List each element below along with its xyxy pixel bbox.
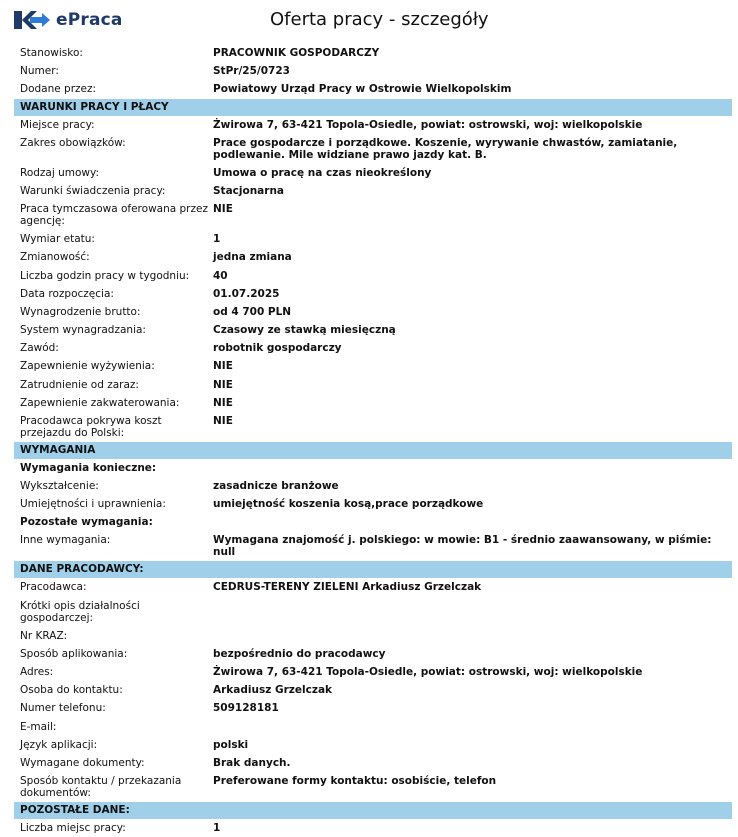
detail-row <box>14 248 732 266</box>
detail-row <box>14 718 732 736</box>
detail-value <box>213 627 732 633</box>
detail-value: NIE <box>213 415 233 427</box>
detail-value: Powiatowy Urząd Pracy w Ostrowie Wielkopolskim <box>213 83 512 96</box>
section-header-other: POZOSTAŁE DANE: <box>14 802 732 819</box>
detail-row <box>14 394 732 412</box>
detail-value: zasadnicze branżowe <box>213 480 339 492</box>
detail-value: 1 <box>213 233 221 246</box>
detail-row-position <box>14 44 732 62</box>
detail-value: Prace gospodarcze i porządkowe. Koszenie, wyrywanie chwastów, zamiatanie, podlewanie. Mile widziane prawo jazdy kat. B. <box>213 136 678 161</box>
detail-value: jedna zmiana <box>213 251 292 264</box>
detail-row <box>14 200 732 230</box>
detail-label: Inne wymagania: <box>20 534 111 547</box>
detail-label: Rodzaj umowy: <box>20 166 99 179</box>
detail-value: Brak danych. <box>213 756 291 769</box>
detail-value: od 4 700 PLN <box>213 305 292 318</box>
detail-label: Zmianowość: <box>20 251 90 264</box>
detail-label: Zatrudnienie od zaraz: <box>20 378 139 391</box>
detail-value: 01.07.2025 <box>213 287 280 300</box>
detail-row <box>14 645 732 663</box>
detail-label: Wykształcenie: <box>20 480 99 492</box>
page-title: Oferta pracy - szczegóły <box>270 9 489 30</box>
detail-row <box>14 267 732 285</box>
employer-list <box>14 578 732 802</box>
detail-row <box>14 754 732 772</box>
detail-value: 40 <box>213 269 228 282</box>
detail-value: Żwirowa 7, 63-421 Topola-Osiedle, powiat: ostrowski, woj: wielkopolskie <box>213 665 643 678</box>
detail-label: Sposób kontaktu / przekazania dokumentów: <box>20 775 182 800</box>
detail-row <box>14 303 732 321</box>
detail-label: Adres: <box>20 665 54 678</box>
detail-row <box>14 412 732 442</box>
detail-row <box>14 321 732 339</box>
detail-value: Arkadiusz Grzelczak <box>213 684 333 697</box>
top-details <box>14 44 732 99</box>
detail-value: NIE <box>213 203 233 216</box>
detail-value: umiejętność koszenia kosą,prace porządkowe <box>213 498 484 511</box>
offer-details <box>14 44 732 837</box>
detail-value: NIE <box>213 378 233 391</box>
other-requirements-list <box>14 531 732 561</box>
detail-label: Numer telefonu: <box>20 702 106 715</box>
detail-label: Liczba miejsc pracy: <box>20 822 126 835</box>
detail-label: Warunki świadczenia pracy: <box>20 184 166 197</box>
detail-row <box>14 182 732 200</box>
detail-label: Nr KRAZ: <box>20 629 68 642</box>
detail-row <box>14 681 732 699</box>
detail-row <box>14 772 732 802</box>
logo-text: ePraca <box>56 10 123 30</box>
detail-label: Pracodawca: <box>20 581 87 594</box>
detail-row-number <box>14 62 732 80</box>
detail-value: StPr/25/0723 <box>213 65 290 78</box>
required-subheading: Wymagania konieczne: <box>20 462 157 474</box>
detail-row <box>14 495 732 513</box>
section-header-employer: DANE PRACODAWCY: <box>14 561 732 578</box>
detail-value: PRACOWNIK GOSPODARCZY <box>213 47 380 59</box>
detail-label: Osoba do kontaktu: <box>20 684 123 697</box>
detail-label: Zawód: <box>20 342 59 355</box>
detail-value: robotnik gospodarczy <box>213 342 342 355</box>
detail-value: 1 <box>213 822 221 835</box>
epraca-logo[interactable] <box>12 7 123 33</box>
detail-row <box>14 531 732 561</box>
detail-label: E-mail: <box>20 720 57 733</box>
detail-label: Miejsce pracy: <box>20 118 95 131</box>
detail-label: Stanowisko: <box>20 47 83 59</box>
detail-row <box>14 477 732 495</box>
detail-label: Sposób aplikowania: <box>20 647 128 660</box>
detail-row <box>14 134 732 164</box>
detail-value: Umowa o pracę na czas nieokreślony <box>213 166 432 179</box>
detail-value: 509128181 <box>213 702 279 715</box>
detail-value: bezpośrednio do pracodawcy <box>213 647 386 660</box>
detail-row <box>14 736 732 754</box>
section-header-requirements: WYMAGANIA <box>14 442 732 459</box>
page-header <box>0 0 738 40</box>
detail-label: Krótki opis działalności gospodarczej: <box>20 599 140 624</box>
detail-value: NIE <box>213 396 233 409</box>
detail-value: NIE <box>213 360 233 373</box>
detail-label: Wymiar etatu: <box>20 233 95 246</box>
detail-label: Zakres obowiązków: <box>20 136 126 149</box>
detail-label: Wymagane dokumenty: <box>20 756 145 769</box>
detail-value: Czasowy ze stawką miesięczną <box>213 324 396 337</box>
detail-label: Zapewnienie wyżywienia: <box>20 360 155 373</box>
other-requirements-subheading: Pozostałe wymagania: <box>20 516 153 529</box>
detail-value: Żwirowa 7, 63-421 Topola-Osiedle, powiat: ostrowski, woj: wielkopolskie <box>213 118 643 131</box>
epraca-logo-icon <box>12 9 52 31</box>
detail-label: System wynagradzania: <box>20 324 146 337</box>
conditions-list <box>14 116 732 442</box>
detail-label: Pracodawca pokrywa koszt przejazdu do Polski: <box>20 415 162 439</box>
detail-value: CEDRUS-TERENY ZIELENI Arkadiusz Grzelczak <box>213 581 482 594</box>
detail-row <box>14 597 732 627</box>
section-header-conditions: WARUNKI PRACY I PŁACY <box>14 99 732 116</box>
detail-row <box>14 116 732 134</box>
detail-value: Wymagana znajomość j. polskiego: w mowie: B1 - średnio zaawansowany, w piśmie: null <box>213 534 712 559</box>
detail-row <box>14 663 732 681</box>
detail-value: Preferowane formy kontaktu: osobiście, telefon <box>213 775 497 788</box>
detail-row <box>14 339 732 357</box>
detail-row <box>14 164 732 182</box>
detail-label: Umiejętności i uprawnienia: <box>20 498 166 511</box>
detail-value <box>213 597 732 603</box>
detail-row <box>14 357 732 375</box>
detail-label: Dodane przez: <box>20 83 97 96</box>
detail-row <box>14 376 732 394</box>
detail-value <box>213 718 732 724</box>
detail-value: Stacjonarna <box>213 184 285 197</box>
detail-label: Język aplikacji: <box>20 738 98 751</box>
detail-row <box>14 230 732 248</box>
detail-label: Praca tymczasowa oferowana przez agencję: <box>20 203 208 228</box>
detail-row <box>14 627 732 645</box>
detail-row-added-by <box>14 80 732 98</box>
detail-label: Liczba godzin pracy w tygodniu: <box>20 269 190 282</box>
detail-label: Data rozpoczęcia: <box>20 287 114 300</box>
detail-row <box>14 699 732 717</box>
detail-row <box>14 578 732 596</box>
detail-label: Numer: <box>20 65 59 78</box>
detail-value: polski <box>213 738 249 751</box>
required-list <box>14 477 732 513</box>
detail-row <box>14 285 732 303</box>
detail-label: Zapewnienie zakwaterowania: <box>20 396 180 409</box>
detail-label: Wynagrodzenie brutto: <box>20 305 141 318</box>
